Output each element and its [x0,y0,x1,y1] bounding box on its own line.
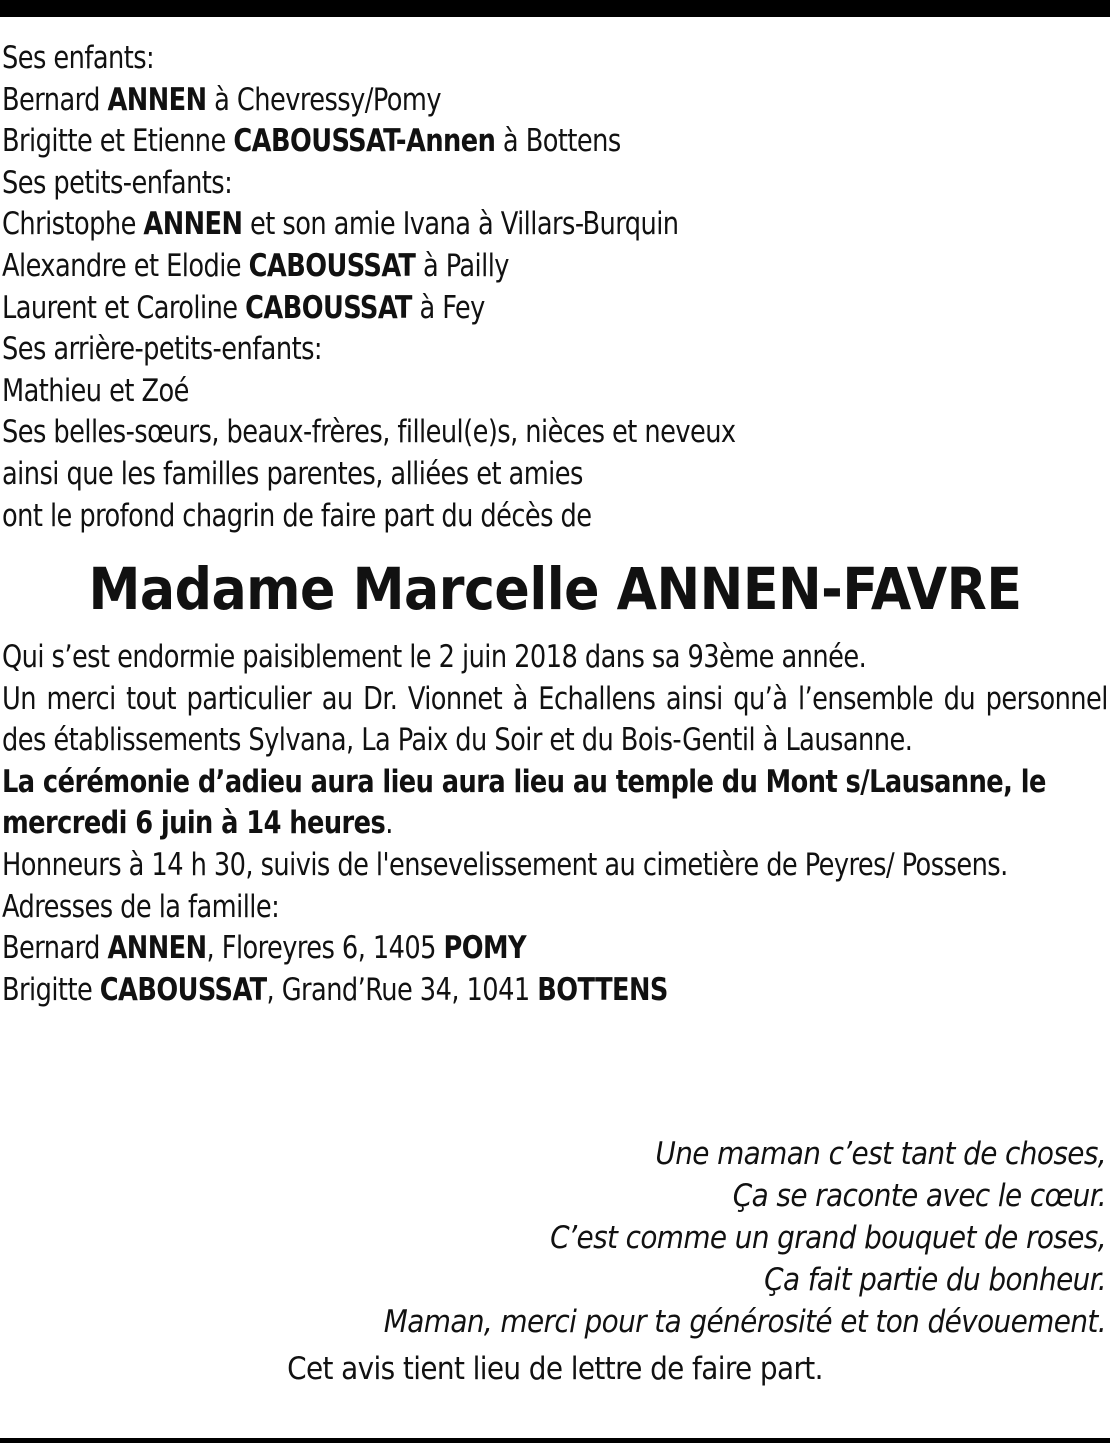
address-surname: CABOUSSAT [99,971,267,1008]
address-first-name: Brigitte [2,971,100,1008]
grandchild-location: à Fey [411,289,485,326]
grandchild-line [2,204,1106,246]
ceremony-period: . [385,805,393,842]
deceased-name: Madame Marcelle ANNEN-FAVRE [88,555,1022,623]
address-town: POMY [443,930,527,967]
announcement-line: ont le profond chagrin de faire part du décès de [2,497,592,534]
grandchild-line [2,246,1106,288]
child-line [2,121,1106,163]
families-line: ainsi que les familles parentes, alliées et amies [2,455,583,492]
child-location: à Chevressy/Pomy [206,81,441,118]
honours-text: Honneurs à 14 h 30, suivis de l'ensevelissement au cimetière de Peyres/ Possens. [2,846,1008,883]
grandchild-location: et son amie Ivana à Villars-Burquin [242,206,679,243]
child-first-names: Brigitte et Etienne [2,123,234,160]
poem-line: Maman, merci pour ta générosité et ton dévouement. [383,1304,1106,1340]
passing-text: Qui s’est endormie paisiblement le 2 juin 2018 dans sa 93ème année. [2,639,867,675]
child-first-names: Bernard [2,81,108,118]
bottom-rule [0,1438,1110,1443]
grandchild-surname: CABOUSSAT [248,247,416,284]
poem [0,1133,1106,1343]
top-rule [0,0,1110,17]
great-grandchildren-line: Mathieu et Zoé [2,372,189,409]
relatives-line: Ses belles-sœurs, beaux-frères, filleul(e)s, nièces et neveux [2,414,736,451]
great-grandchildren-heading: Ses arrière-petits-enfants: [2,331,322,368]
ceremony-text [2,762,1108,845]
notice-body [2,637,1108,1011]
ceremony-details: La cérémonie d’adieu aura lieu aura lieu au temple du Mont s/Lausanne, le mercredi 6 juin à 14 heures [2,763,1046,842]
addresses-heading: Adresses de la famille: [2,888,280,925]
child-surname: CABOUSSAT-Annen [233,123,496,160]
address-surname: ANNEN [107,930,207,967]
grandchild-first-names: Alexandre et Elodie [2,247,249,284]
child-line [2,80,1106,122]
grandchild-surname: ANNEN [143,206,243,243]
poem-line: Ça fait partie du bonheur. [764,1262,1106,1298]
closing-note: Cet avis tient lieu de lettre de faire part. [287,1351,823,1387]
children-heading: Ses enfants: [2,40,155,76]
child-surname: ANNEN [107,81,207,118]
grandchild-first-names: Christophe [2,206,144,243]
grandchild-surname: CABOUSSAT [245,289,412,326]
family-list [2,38,1106,537]
thanks-text: Un merci tout particulier au Dr. Vionnet à Echallens ainsi qu’à l’ensemble du personnel des établissements Sylvana, La Paix du Soir et du Bois-Gentil à Lausanne. [2,680,1108,759]
grandchild-line [2,288,1106,330]
poem-line: Une maman c’est tant de choses, [655,1136,1106,1172]
address-first-name: Bernard [2,930,108,967]
address-line [2,928,1108,970]
address-town: BOTTENS [537,971,668,1008]
poem-line: Ça se raconte avec le cœur. [732,1178,1106,1214]
grandchild-first-names: Laurent et Caroline [2,289,246,326]
address-street: , Grand’Rue 34, 1041 [266,971,538,1008]
address-line [2,970,1108,1012]
address-street: , Floreyres 6, 1405 [206,930,444,967]
poem-line: C’est comme un grand bouquet de roses, [550,1220,1106,1256]
grandchild-location: à Pailly [415,247,509,284]
grandchildren-heading: Ses petits-enfants: [2,164,233,201]
child-location: à Bottens [495,123,621,160]
